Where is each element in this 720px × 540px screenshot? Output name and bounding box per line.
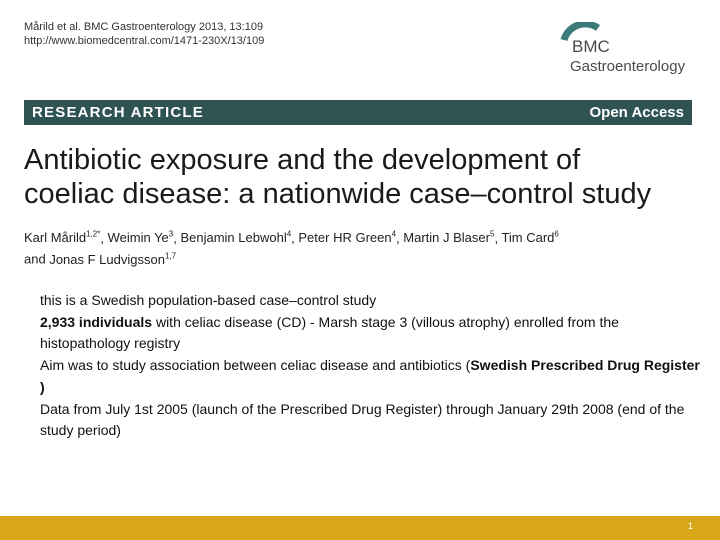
- bmc-logo: [556, 22, 706, 78]
- title-line-1: Antibiotic exposure and the development of: [24, 144, 581, 176]
- summary-line-4: Data from July 1st 2005 (launch of the Prescribed Drug Register) through January 29th 2008 (end of the study period): [40, 400, 685, 439]
- title-line-2: coeliac disease: a nationwide case–control study: [24, 178, 652, 210]
- paper-title: [24, 143, 704, 211]
- author: Jonas F Ludvigsson$^{1,7}$: [49, 251, 177, 267]
- author: Martin J Blaser$^5$: [403, 230, 495, 246]
- footer-bar: [0, 516, 720, 540]
- article-type-banner: [24, 100, 692, 125]
- article-url: http://www.biomedcentral.com/1471-230X/13/109: [24, 35, 265, 47]
- author: Karl Mårild$^{1,2*}$: [24, 230, 101, 246]
- summary-line-3: Aim was to study association between celiac disease and antibiotics (Swedish Prescribed Drug Register ): [40, 357, 700, 395]
- author: Weimin Ye$^3$: [107, 230, 174, 246]
- slide-summary: [40, 290, 700, 442]
- journal-citation: Mårild et al. BMC Gastroenterology 2013, 13:109: [24, 21, 264, 33]
- author-list: Karl Mårild$^{1,2*}$, Weimin Ye$^3$, Benjamin Lebwohl$^4$, Peter HR Green$^4$, Martin J Blaser$^5$, Tim Card$^6$ and Jonas F Ludvigsson$^{1,7}$: [24, 230, 559, 267]
- author: Benjamin Lebwohl$^4$: [180, 230, 292, 246]
- page-number: 1: [687, 521, 693, 531]
- author: Tim Card$^6$: [501, 230, 559, 246]
- open-access-label: Open Access: [589, 104, 684, 121]
- article-type-label: RESEARCH ARTICLE: [32, 104, 204, 121]
- logo-text-bmc: BMC: [572, 37, 610, 56]
- author: Peter HR Green$^4$: [298, 230, 397, 246]
- logo-text-journal: Gastroenterology: [570, 58, 686, 75]
- citation-header: [24, 20, 264, 48]
- summary-line-1: this is a Swedish population-based case–control study: [40, 292, 377, 308]
- summary-line-2: 2,933 individuals with celiac disease (CD) - Marsh stage 3 (villous atrophy) enrolled from the histopathology registry: [40, 313, 619, 352]
